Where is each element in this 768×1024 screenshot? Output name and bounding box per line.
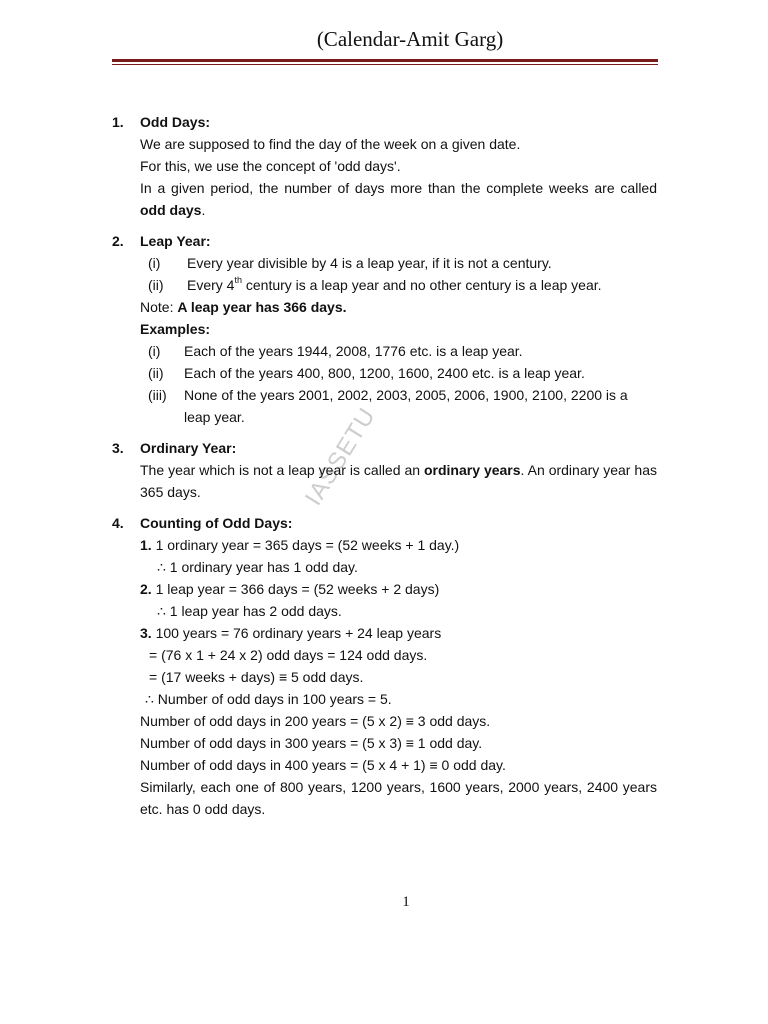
step-conclusion: ∴ 1 ordinary year has 1 odd day. xyxy=(157,559,358,575)
section-heading: Odd Days: xyxy=(140,114,211,130)
calc-line: Number of odd days in 300 years = (5 x 3) ≡ 1 odd day. xyxy=(140,735,483,751)
step-line: = (17 weeks + days) ≡ 5 odd days. xyxy=(149,669,364,685)
step-number: 3. xyxy=(140,625,152,641)
note-label: Note: xyxy=(140,299,178,315)
item-text: Each of the years 400, 800, 1200, 1600, 2400 etc. is a leap year. xyxy=(184,365,585,381)
item-number: (ii) xyxy=(148,365,164,381)
header-title: (Calendar-Amit Garg) xyxy=(316,27,504,51)
watermark: IASSETU xyxy=(300,402,382,511)
paragraph-line: We are supposed to find the day of the week on a given date. xyxy=(140,136,521,152)
item-text: century is a leap year and no other century is a leap year. xyxy=(241,277,602,293)
note xyxy=(140,296,657,318)
section-number: 2. xyxy=(112,233,124,249)
rule-item xyxy=(140,274,657,296)
item-text: None of the years 2001, 2002, 2003, 2005, 2006, 1900, 2100, 2200 is a leap year. xyxy=(184,387,628,425)
step-number: 2. xyxy=(140,581,152,597)
paragraph: Similarly, each one of 800 years, 1200 years, 1600 years, 2000 years, 2400 years etc. has 0 odd days. xyxy=(140,779,657,817)
calc-line: Number of odd days in 400 years = (5 x 4 + 1) ≡ 0 odd day. xyxy=(140,757,506,773)
bold-term: odd days xyxy=(140,202,202,218)
examples-heading: Examples: xyxy=(140,321,211,337)
superscript: th xyxy=(234,275,242,286)
text-run: . An ordinary year has 365 days. xyxy=(140,462,657,500)
content xyxy=(112,111,657,829)
section-odd-days xyxy=(112,111,657,221)
item-number: (iii) xyxy=(148,387,167,403)
section-leap-year xyxy=(112,230,657,428)
text-run: . xyxy=(201,202,206,218)
section-counting-odd-days xyxy=(112,512,657,820)
text-run: The year which is not a leap year is called an xyxy=(140,462,424,478)
section-number: 3. xyxy=(112,440,124,456)
example-item xyxy=(140,340,657,362)
paragraph-line: For this, we use the concept of 'odd days'. xyxy=(140,158,401,174)
section-heading: Ordinary Year: xyxy=(140,440,237,456)
step-text: 100 years = 76 ordinary years + 24 leap years xyxy=(151,625,442,641)
step-line: = (76 x 1 + 24 x 2) odd days = 124 odd days. xyxy=(149,647,428,663)
section-heading: Leap Year: xyxy=(140,233,211,249)
item-text: Each of the years 1944, 2008, 1776 etc. is a leap year. xyxy=(184,343,523,359)
item-text: Every 4 xyxy=(187,277,235,293)
step xyxy=(140,578,657,600)
step-conclusion: ∴ 1 leap year has 2 odd days. xyxy=(157,603,342,619)
header-rule-thin xyxy=(112,64,658,65)
section-number: 1. xyxy=(112,114,124,130)
step-text: 1 leap year = 366 days = (52 weeks + 2 days) xyxy=(151,581,440,597)
note-text: A leap year has 366 days. xyxy=(177,299,347,315)
paragraph xyxy=(140,177,657,221)
section-ordinary-year xyxy=(112,437,657,503)
example-item xyxy=(140,384,657,428)
calc-line: Number of odd days in 200 years = (5 x 2) ≡ 3 odd days. xyxy=(140,713,491,729)
section-heading: Counting of Odd Days: xyxy=(140,515,293,531)
rule-item xyxy=(140,252,657,274)
text-run: In a given period, the number of days more than the complete weeks are called xyxy=(140,180,657,196)
step-conclusion: ∴ Number of odd days in 100 years = 5. xyxy=(145,691,392,707)
paragraph xyxy=(140,459,657,503)
step xyxy=(140,534,657,556)
example-item xyxy=(140,362,657,384)
section-number: 4. xyxy=(112,515,124,531)
step-text: 1 ordinary year = 365 days = (52 weeks + 1 day.) xyxy=(151,537,460,553)
bold-term: ordinary years xyxy=(423,462,521,478)
item-number: (i) xyxy=(148,255,161,271)
step xyxy=(140,622,657,644)
step-number: 1. xyxy=(140,537,152,553)
header-rule-thick xyxy=(112,59,658,62)
item-number: (ii) xyxy=(148,277,164,293)
item-number: (i) xyxy=(148,343,161,359)
page-number: 1 xyxy=(402,894,410,910)
item-text: Every year divisible by 4 is a leap year, if it is not a century. xyxy=(187,255,552,271)
